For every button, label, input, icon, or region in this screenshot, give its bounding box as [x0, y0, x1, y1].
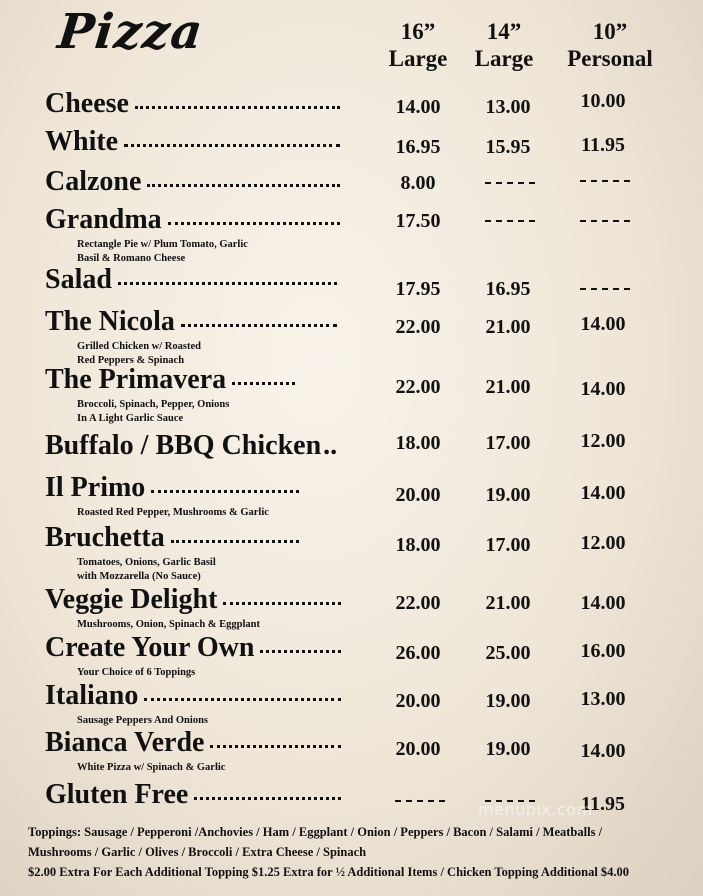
menu-item-label: Il Primo	[45, 472, 146, 503]
menu-item-grandma	[45, 204, 340, 266]
price-14-large: 19.00	[485, 738, 531, 760]
menu-item-il-primo	[45, 472, 299, 520]
price-14-large: 13.00	[485, 96, 531, 118]
price-14-large: 21.00	[485, 316, 531, 338]
menu-item-name	[45, 779, 341, 813]
column-header-10-personal	[560, 18, 660, 72]
dot-leader	[223, 602, 341, 605]
dot-leader	[124, 144, 340, 147]
menu-item-gluten-free	[45, 779, 341, 813]
menu-item-veggie-delight	[45, 584, 341, 632]
menu-item-label: Salad	[45, 264, 112, 295]
menu-item-salad	[45, 264, 337, 298]
price-14-large: 21.00	[485, 592, 531, 614]
menu-item-label: White	[45, 126, 119, 157]
menu-item-name	[45, 727, 341, 761]
menu-item-name	[45, 472, 299, 506]
menu-item-label: Bruchetta	[45, 522, 165, 553]
menu-item-description: Rectangle Pie w/ Plum Tomato, Garlic	[77, 239, 248, 250]
menu-item-label: Bianca Verde	[45, 727, 205, 758]
column-size: 16”	[400, 19, 436, 44]
menu-item-name	[45, 264, 337, 298]
price-16-large: 16.95	[395, 136, 441, 158]
menu-item-name	[45, 306, 337, 340]
column-header-16-large	[382, 18, 454, 72]
dot-leader	[181, 324, 337, 327]
price-10-personal: 12.00	[580, 532, 626, 554]
menu-item-name	[45, 680, 341, 714]
dot-leader	[232, 382, 295, 385]
price-16-large: 22.00	[395, 592, 441, 614]
price-10-personal: 10.00	[580, 90, 626, 112]
menu-item-name	[45, 584, 341, 618]
menu-item-label: Buffalo / BBQ Chicken	[45, 430, 322, 461]
dot-leader: ..	[323, 430, 338, 461]
dot-leader	[135, 106, 340, 109]
menu-item-create-your-own	[45, 632, 341, 680]
watermark-text: menupix.com	[478, 800, 593, 819]
dot-leader	[147, 184, 340, 187]
toppings-pricing-line: $2.00 Extra For Each Additional Topping $1.25 Extra for ½ Additional Items / Chicken Topping Additional $4.00	[28, 865, 630, 879]
menu-item-name	[45, 632, 341, 666]
menu-item-description: Roasted Red Pepper, Mushrooms & Garlic	[77, 507, 269, 518]
menu-item-name	[45, 430, 345, 464]
menu-item-italiano	[45, 680, 341, 728]
price-10-personal: 14.00	[580, 592, 626, 614]
menu-item-calzone	[45, 166, 340, 200]
dot-leader	[171, 540, 299, 543]
menu-item-name	[45, 126, 340, 160]
column-label: Personal	[567, 46, 653, 71]
price-16-large: 22.00	[395, 316, 441, 338]
menu-item-the-nicola	[45, 306, 337, 368]
menu-item-name	[45, 88, 340, 122]
price-16-large: 22.00	[395, 376, 441, 398]
column-header-14-large	[468, 18, 540, 72]
price-unavailable	[485, 220, 535, 222]
dot-leader	[194, 797, 341, 800]
price-14-large: 16.95	[485, 278, 531, 300]
menu-item-label: Create Your Own	[45, 632, 255, 663]
menu-item-description: Tomatoes, Onions, Garlic Basil	[77, 557, 216, 568]
price-10-personal: 14.00	[580, 313, 626, 335]
price-unavailable	[580, 180, 630, 182]
price-10-personal: 14.00	[580, 740, 626, 762]
price-10-personal: 13.00	[580, 688, 626, 710]
menu-item-description: Your Choice of 6 Toppings	[77, 667, 196, 678]
price-16-large: 17.95	[395, 278, 441, 300]
menu-item-label: Cheese	[45, 88, 129, 119]
menu-item-description: In A Light Garlic Sauce	[77, 413, 184, 424]
menu-item-description: Sausage Peppers And Onions	[77, 715, 208, 726]
price-16-large: 20.00	[395, 738, 441, 760]
menu-item-label: Calzone	[45, 166, 142, 197]
menu-item-label: The Nicola	[45, 306, 175, 337]
price-14-large: 21.00	[485, 376, 531, 398]
price-16-large: 20.00	[395, 484, 441, 506]
menu-item-description: Broccoli, Spinach, Pepper, Onions	[77, 399, 230, 410]
dot-leader	[168, 222, 340, 225]
menu-item-name	[45, 166, 340, 200]
price-16-large: 18.00	[395, 534, 441, 556]
menu-item-name	[45, 204, 340, 238]
price-16-large: 18.00	[395, 432, 441, 454]
menu-item-description: White Pizza w/ Spinach & Garlic	[77, 762, 226, 773]
menu-item-label: Gluten Free	[45, 779, 189, 810]
dot-leader	[260, 650, 341, 653]
price-10-personal: 16.00	[580, 640, 626, 662]
price-16-large: 8.00	[400, 172, 436, 194]
toppings-section	[28, 822, 693, 882]
price-16-large: 17.50	[395, 210, 441, 232]
menu-item-description: with Mozzarella (No Sauce)	[77, 571, 201, 582]
toppings-line: Toppings: Sausage / Pepperoni /Anchovies / Ham / Eggplant / Onion / Peppers / Bacon / Salami / Meatballs /	[28, 825, 603, 839]
price-16-large: 26.00	[395, 642, 441, 664]
menu-item-description: Grilled Chicken w/ Roasted	[77, 341, 201, 352]
menu-item-buffalo-bbq-chicken	[45, 430, 345, 464]
menu-item-bruchetta	[45, 522, 299, 584]
price-16-large: 20.00	[395, 690, 441, 712]
column-label: Large	[388, 46, 448, 71]
menu-item-label: The Primavera	[45, 364, 227, 395]
price-unavailable	[580, 220, 630, 222]
price-14-large: 25.00	[485, 642, 531, 664]
price-unavailable	[395, 800, 445, 802]
menu-item-description: Red Peppers & Spinach	[77, 355, 185, 366]
dot-leader	[151, 490, 299, 493]
menu-item-name	[45, 522, 299, 556]
price-10-personal: 14.00	[580, 482, 626, 504]
menu-item-white	[45, 126, 340, 160]
price-14-large: 15.95	[485, 136, 531, 158]
dot-leader	[144, 698, 341, 701]
price-14-large: 17.00	[485, 534, 531, 556]
column-size: 10”	[592, 19, 628, 44]
menu-item-the-primavera	[45, 364, 295, 426]
menu-item-label: Grandma	[45, 204, 162, 235]
price-14-large: 19.00	[485, 484, 531, 506]
price-10-personal: 11.95	[581, 134, 625, 156]
menu-item-description: Basil & Romano Cheese	[77, 253, 186, 264]
toppings-line: Mushrooms / Garlic / Olives / Broccoli / Extra Cheese / Spinach	[28, 845, 367, 859]
price-10-personal: 11.95	[581, 793, 625, 815]
price-14-large: 19.00	[485, 690, 531, 712]
dot-leader	[210, 745, 341, 748]
menu-title: Pizza	[55, 4, 206, 60]
price-14-large: 17.00	[485, 432, 531, 454]
menu-item-cheese	[45, 88, 340, 122]
price-16-large: 14.00	[395, 96, 441, 118]
dot-leader	[118, 282, 337, 285]
price-unavailable	[580, 288, 630, 290]
menu-item-label: Italiano	[45, 680, 139, 711]
price-10-personal: 14.00	[580, 378, 626, 400]
menu-item-bianca-verde	[45, 727, 341, 775]
column-size: 14”	[486, 19, 522, 44]
price-10-personal: 12.00	[580, 430, 626, 452]
column-label: Large	[474, 46, 534, 71]
menu-item-description: Mushrooms, Onion, Spinach & Eggplant	[77, 619, 261, 630]
menu-item-label: Veggie Delight	[45, 584, 218, 615]
price-unavailable	[485, 182, 535, 184]
menu-item-name	[45, 364, 295, 398]
